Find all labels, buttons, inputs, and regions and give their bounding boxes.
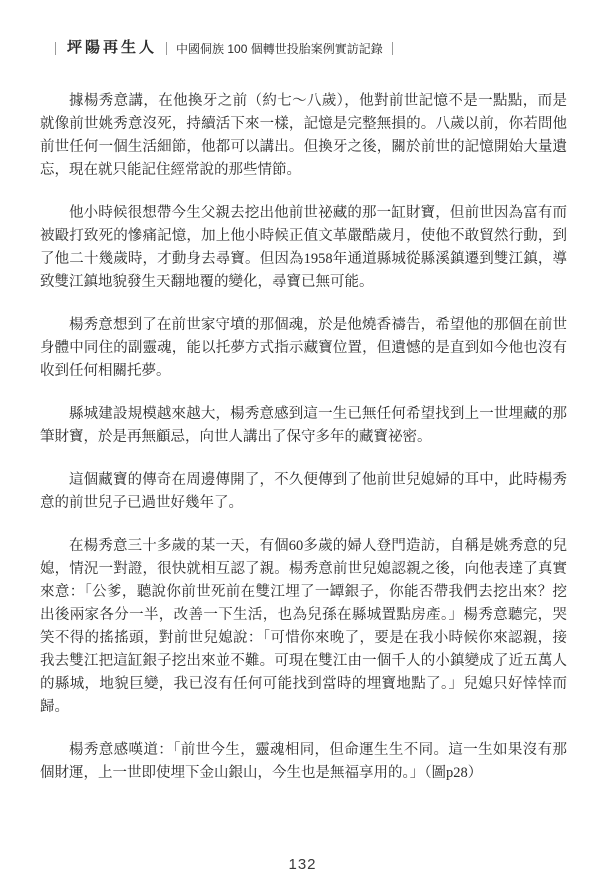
paragraph: 楊秀意感嘆道：「前世今生，靈魂相同，但命運生生不同。這一生如果沒有那個財運，上一世即使埋下金山銀山，今生也是無福享用的。」（圖p28）: [40, 742, 567, 781]
page-number: 132: [288, 856, 317, 873]
header-divider: [166, 42, 167, 55]
book-subtitle: 中國侗族 100 個轉世投胎案例實訪記錄: [176, 41, 383, 56]
paragraph: 在楊秀意三十多歲的某一天，有個60多歲的婦人登門造訪，自稱是姚秀意的兒媳，情況一對證，很快就相互認了親。楊秀意前世兒媳認親之後，向他表達了真實來意：「公爹，聽說你前世死前在雙江埋了一罈銀子，你能否帶我們去挖出來？挖出後兩家各分一半，改善一下生活，也為兒孫在縣城置點房產。」楊秀意聽完，哭笑不得的搖搖頭，對前世兒媳說：「可惜你來晚了，要是在我小時候你來認親，接我去雙江把這缸銀子挖出來並不難。可現在雙江由一個千人的小鎮變成了近五萬人的縣城，地貌巨變，我已沒有任何可能找到當時的埋寶地點了。」兒媳只好悻悻而歸。: [40, 538, 567, 715]
running-header: [55, 41, 393, 56]
paragraph: 縣城建設規模越來越大，楊秀意感到這一生已無任何希望找到上一世埋藏的那筆財寶，於是再無顧忌，向世人講出了保守多年的藏寶祕密。: [40, 406, 567, 445]
page-footer: [0, 856, 605, 874]
paragraph: 楊秀意想到了在前世家守墳的那個魂，於是他燒香禱告，希望他的那個在前世身體中同住的副靈魂，能以托夢方式指示藏寶位置，但遺憾的是直到如今他也沒有收到任何相關托夢。: [40, 317, 567, 379]
body-text: [40, 90, 567, 805]
book-title: 坪陽再生人: [67, 40, 158, 56]
header-divider: [55, 42, 56, 55]
paragraph: 這個藏寶的傳奇在周邊傳開了，不久便傳到了他前世兒媳婦的耳中，此時楊秀意的前世兒子已過世好幾年了。: [40, 472, 567, 511]
paragraph: 他小時候很想帶今生父親去挖出他前世祕藏的那一缸財寶，但前世因為富有而被毆打致死的慘痛記憶，加上他小時候正值文革嚴酷歲月，使他不敢貿然行動，到了他二十幾歲時，才動身去尋寶。但因為1958年通道縣城從縣溪鎮遷到雙江鎮，導致雙江鎮地貌發生天翻地覆的變化，尋寶已無可能。: [40, 205, 567, 290]
paragraph: 據楊秀意講，在他換牙之前（約七～八歲），他對前世記憶不是一點點，而是就像前世姚秀意沒死，持續活下來一樣，記憶是完整無損的。八歲以前，你若問他前世任何一個生活細節，他都可以講出。但換牙之後，關於前世的記憶開始大量遺忘，現在就只能記住經常說的那些情節。: [40, 93, 567, 178]
header-divider: [392, 42, 393, 55]
